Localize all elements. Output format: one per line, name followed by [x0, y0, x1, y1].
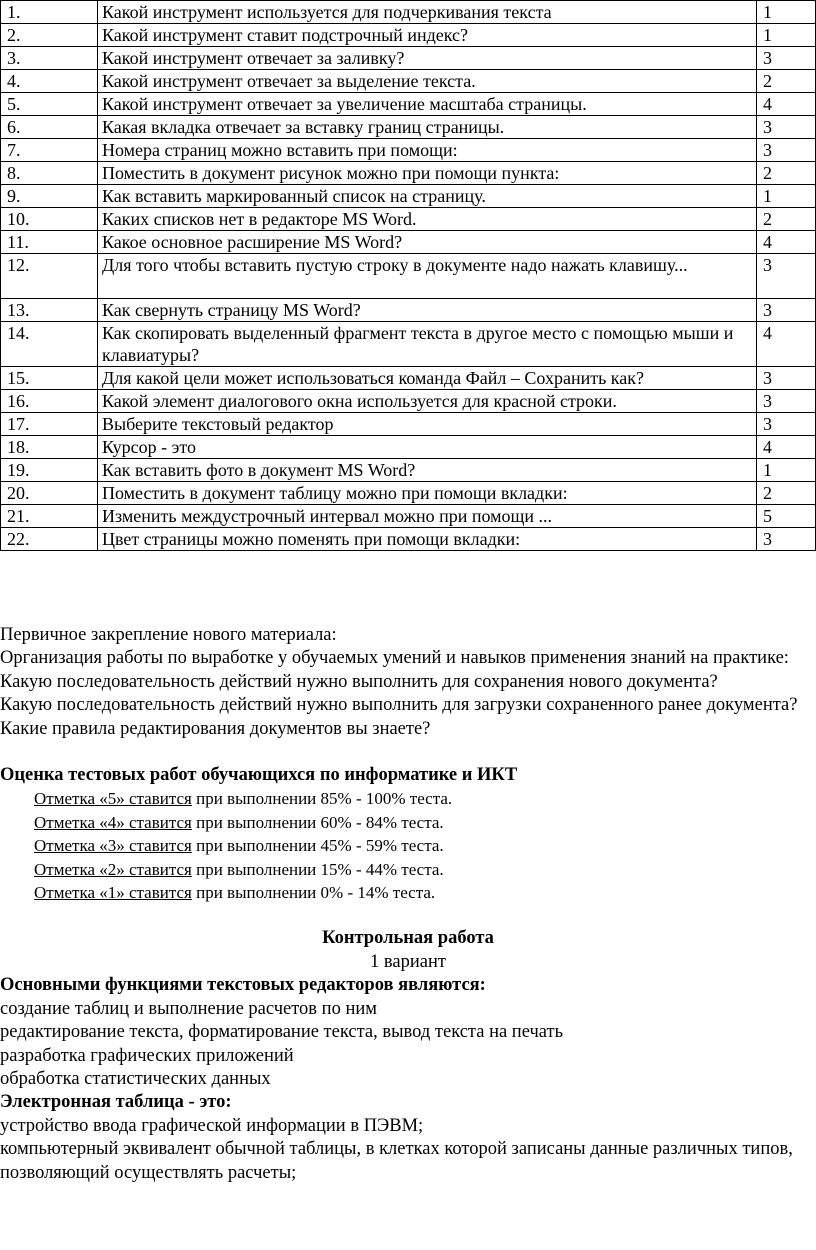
question-number: 9. — [1, 185, 98, 208]
question-number: 4. — [1, 70, 98, 93]
question-number: 12. — [1, 254, 98, 299]
section-paragraph: Организация работы по выработке у обучаемых умений и навыков применения знаний на практике: — [0, 648, 789, 669]
answer-option: редактирование текста, форматирование текста, вывод текста на печать — [0, 1022, 564, 1043]
question-number: 5. — [1, 93, 98, 116]
question-number: 22. — [1, 528, 98, 551]
answer-number: 4 — [757, 322, 816, 367]
answer-number: 3 — [757, 254, 816, 299]
answer-number: 3 — [757, 367, 816, 390]
table-row — [1, 70, 816, 93]
answer-number: 4 — [757, 436, 816, 459]
question-text: Какой инструмент отвечает за увеличение масштаба страницы. — [98, 93, 757, 116]
question-text: Какой элемент диалогового окна используется для красной строки. — [98, 390, 757, 413]
document-body — [0, 624, 816, 1185]
grade-range: при выполнении 15% - 44% теста. — [191, 859, 444, 879]
grade-mark: Отметка «3» ставится — [34, 836, 192, 856]
table-row — [1, 139, 816, 162]
table-row — [1, 322, 816, 367]
question-text: Какой инструмент ставит подстрочный индекс? — [98, 24, 757, 47]
answer-number: 3 — [757, 390, 816, 413]
control-title: Контрольная работа — [322, 928, 494, 949]
table-row — [1, 185, 816, 208]
answer-option: обработка статистических данных — [0, 1068, 271, 1089]
question-number: 17. — [1, 413, 98, 436]
question-number: 19. — [1, 459, 98, 482]
question-text: Выберите текстовый редактор — [98, 413, 757, 436]
question-text: Поместить в документ таблицу можно при помощи вкладки: — [98, 482, 757, 505]
table-row — [1, 254, 816, 299]
question-text: Какой инструмент отвечает за выделение текста. — [98, 70, 757, 93]
grade-range: при выполнении 45% - 59% теста. — [191, 836, 444, 856]
table-row — [1, 436, 816, 459]
section-question: Какую последовательность действий нужно выполнить для загрузки сохраненного ранее документа? — [0, 695, 798, 716]
question-number: 3. — [1, 47, 98, 70]
answer-number: 2 — [757, 208, 816, 231]
grading-list — [0, 787, 816, 904]
question-number: 6. — [1, 116, 98, 139]
answer-number: 1 — [757, 459, 816, 482]
answer-option: компьютерный эквивалент обычной таблицы, в клетках которой записаны данные различных типов, позволяющий осуществлять расчеты; — [0, 1139, 793, 1183]
question-number: 15. — [1, 367, 98, 390]
control-question-2: Электронная таблица - это: — [0, 1092, 232, 1113]
table-row — [1, 116, 816, 139]
answer-number: 3 — [757, 299, 816, 322]
question-text: Как скопировать выделенный фрагмент текста в другое место с помощью мыши и клавиатуры? — [98, 322, 757, 367]
question-number: 20. — [1, 482, 98, 505]
question-text: Для какой цели может использоваться команда Файл – Сохранить как? — [98, 367, 757, 390]
question-text: Поместить в документ рисунок можно при помощи пункта: — [98, 162, 757, 185]
section-question: Какую последовательность действий нужно выполнить для сохранения нового документа? — [0, 671, 718, 692]
question-number: 11. — [1, 231, 98, 254]
table-row — [1, 528, 816, 551]
table-row — [1, 505, 816, 528]
control-variant: 1 вариант — [370, 951, 446, 972]
question-number: 14. — [1, 322, 98, 367]
grading-item — [0, 834, 816, 857]
grading-item — [0, 811, 816, 834]
question-text: Какое основное расширение MS Word? — [98, 231, 757, 254]
table-row — [1, 367, 816, 390]
grade-range: при выполнении 60% - 84% теста. — [191, 812, 444, 832]
answer-number: 5 — [757, 505, 816, 528]
answer-option: разработка графических приложений — [0, 1045, 294, 1066]
spacer — [0, 904, 816, 927]
grade-mark: Отметка «5» ставится — [34, 789, 192, 809]
section-heading: Первичное закрепление нового материала: — [0, 625, 337, 645]
table-row — [1, 162, 816, 185]
question-number: 8. — [1, 162, 98, 185]
answer-number: 2 — [757, 70, 816, 93]
answer-number: 3 — [757, 116, 816, 139]
grade-mark: Отметка «4» ставится — [34, 812, 192, 832]
question-text: Какой инструмент используется для подчеркивания текста — [98, 1, 757, 24]
question-text: Как вставить маркированный список на страницу. — [98, 185, 757, 208]
grade-range: при выполнении 0% - 14% теста. — [191, 883, 436, 903]
table-row — [1, 231, 816, 254]
question-number: 2. — [1, 24, 98, 47]
answer-number: 4 — [757, 93, 816, 116]
answer-option: устройство ввода графической информации в ПЭВМ; — [0, 1115, 424, 1136]
answer-number: 2 — [757, 482, 816, 505]
question-number: 16. — [1, 390, 98, 413]
answer-number: 3 — [757, 413, 816, 436]
table-row — [1, 47, 816, 70]
grade-range: при выполнении 85% - 100% теста. — [191, 789, 453, 809]
table-row — [1, 299, 816, 322]
table-row — [1, 459, 816, 482]
table-row — [1, 208, 816, 231]
grade-mark: Отметка «2» ставится — [34, 859, 192, 879]
question-text: Цвет страницы можно поменять при помощи вкладки: — [98, 528, 757, 551]
question-number: 7. — [1, 139, 98, 162]
spacer — [0, 741, 816, 764]
grading-item — [0, 858, 816, 881]
section-question: Какие правила редактирования документов вы знаете? — [0, 718, 431, 739]
table-row — [1, 1, 816, 24]
question-text: Каких списков нет в редакторе MS Word. — [98, 208, 757, 231]
question-text: Для того чтобы вставить пустую строку в документе надо нажать клавишу... — [98, 254, 757, 299]
table-row — [1, 24, 816, 47]
answer-option: создание таблиц и выполнение расчетов по ним — [0, 998, 377, 1019]
grading-item — [0, 881, 816, 904]
question-number: 18. — [1, 436, 98, 459]
question-number: 1. — [1, 1, 98, 24]
table-row — [1, 413, 816, 436]
grading-title: Оценка тестовых работ обучающихся по информатике и ИКТ — [0, 765, 518, 786]
question-text: Какой инструмент отвечает за заливку? — [98, 47, 757, 70]
table-row — [1, 93, 816, 116]
answer-number: 3 — [757, 528, 816, 551]
question-text: Как вставить фото в документ MS Word? — [98, 459, 757, 482]
control-question-1: Основными функциями текстовых редакторов являются: — [0, 975, 486, 996]
answer-number: 1 — [757, 1, 816, 24]
question-number: 10. — [1, 208, 98, 231]
answer-number: 4 — [757, 231, 816, 254]
answer-number: 1 — [757, 185, 816, 208]
question-number: 21. — [1, 505, 98, 528]
question-text: Изменить междустрочный интервал можно при помощи ... — [98, 505, 757, 528]
question-text: Как свернуть страницу MS Word? — [98, 299, 757, 322]
answer-number: 2 — [757, 162, 816, 185]
answer-number: 1 — [757, 24, 816, 47]
grade-mark: Отметка «1» ставится — [34, 883, 192, 903]
question-text: Номера страниц можно вставить при помощи: — [98, 139, 757, 162]
answer-number: 3 — [757, 139, 816, 162]
answer-number: 3 — [757, 47, 816, 70]
question-text: Курсор - это — [98, 436, 757, 459]
table-row — [1, 390, 816, 413]
question-number: 13. — [1, 299, 98, 322]
question-text: Какая вкладка отвечает за вставку границ страницы. — [98, 116, 757, 139]
table-row — [1, 482, 816, 505]
grading-item — [0, 787, 816, 810]
questions-table — [0, 0, 816, 551]
